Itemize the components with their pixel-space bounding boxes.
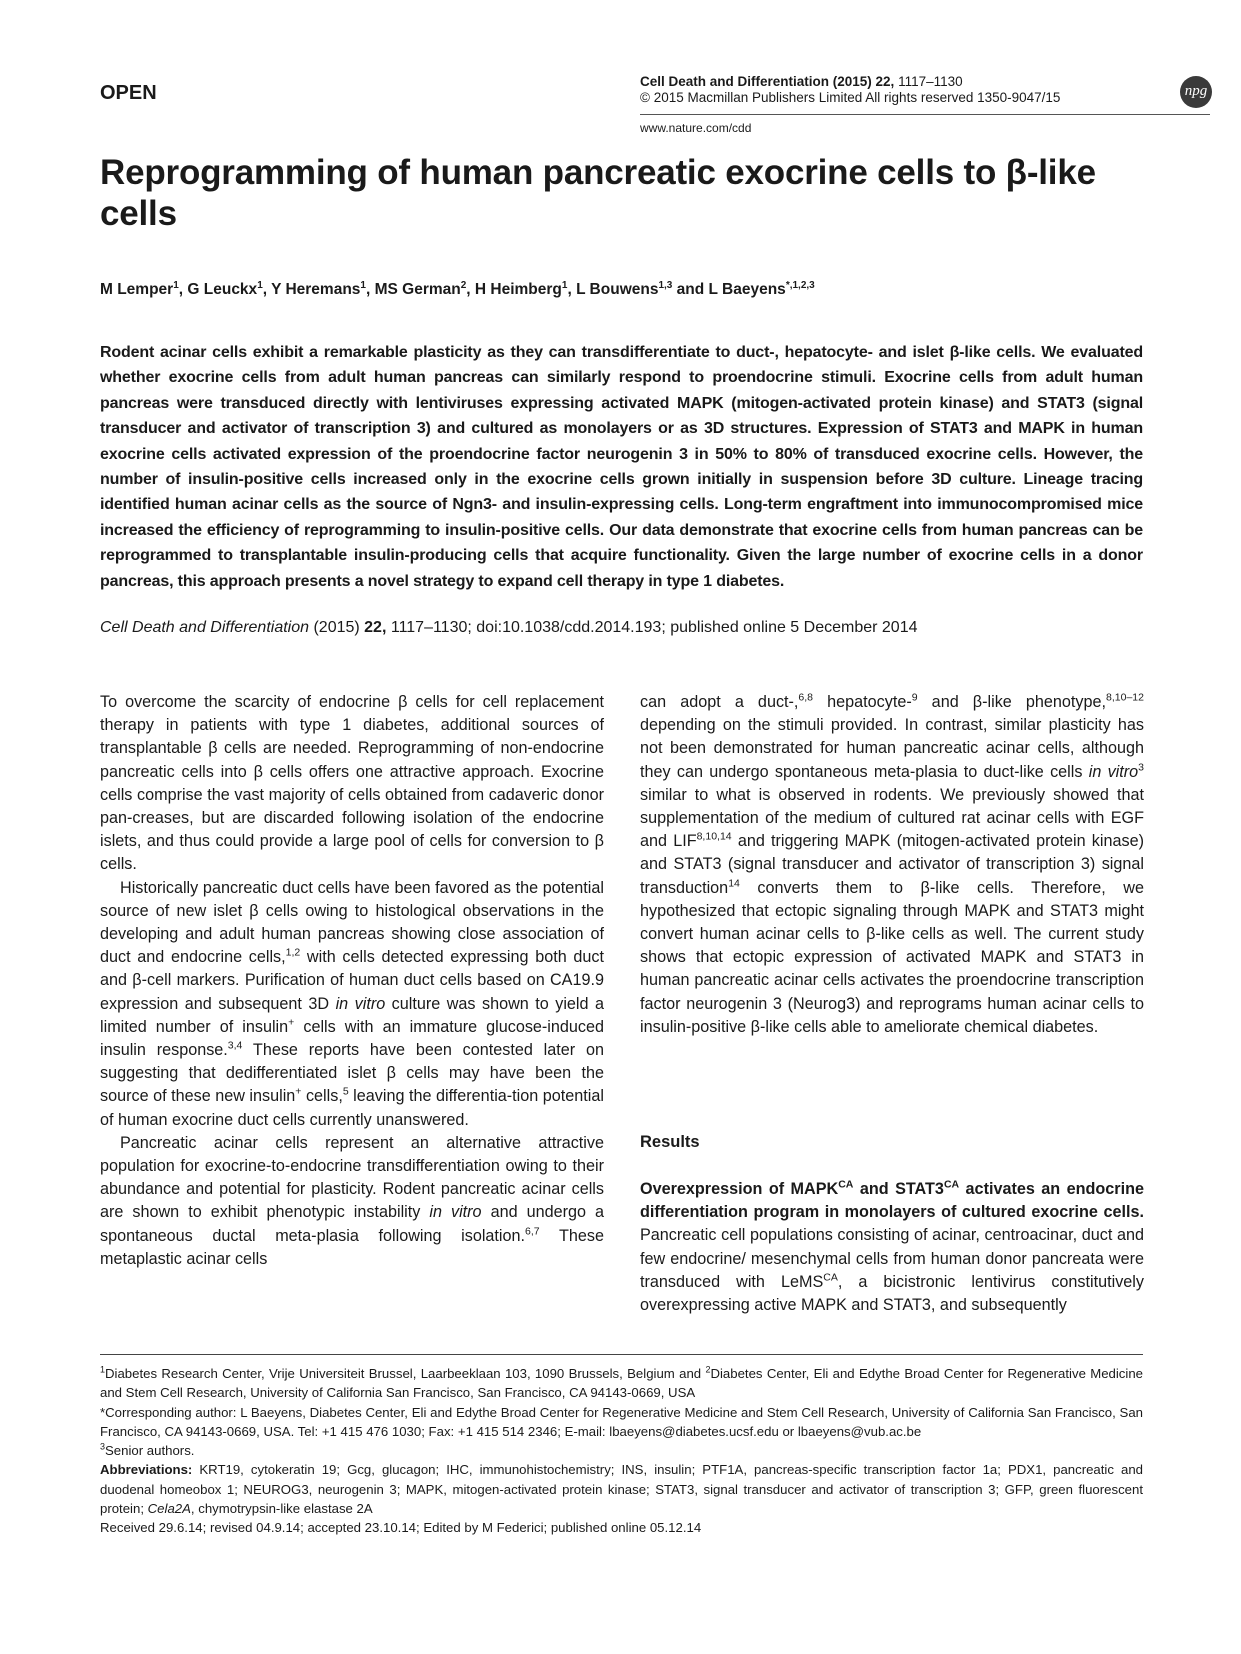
body-column-right: [640, 691, 1144, 1039]
footnotes: [100, 1364, 1143, 1538]
header-rule: [640, 114, 1210, 115]
open-access-label: OPEN: [100, 82, 157, 104]
results-paragraph: Overexpression of $MAPK^{CA}$ and $STAT3^{CA}$ activates an endocrine differentiation program in monolayers of cultured exocrine cells. Pancreatic cell populations consisting of acinar, centroacinar, duct and few endocrine/ mesenchymal cells from human donor pancreata were transduced with LeMS$^{CA}$, a bicistronic lentivirus constitutively overexpressing active MAPK and STAT3, and subsequently: [640, 1178, 1144, 1315]
paragraph: To overcome the scarcity of endocrine β cells for cell replacement therapy in patients with type 1 diabetes, additional sources of transplantable β cells are needed. Reprogramming of non-endocrine pancreatic cells into β cells offers one attractive approach. Exocrine cells comprise the vast majority of cells obtained from cadaveric donor pan-creases, but are discarded following isolation of the endocrine islets, and thus could provide a large pool of cells for conversion to β cells.: [100, 693, 604, 874]
journal-info: [640, 74, 1060, 106]
article-title: Reprogramming of human pancreatic exocrine cells to β-like cells: [100, 153, 1096, 233]
paragraph: can adopt a duct-,$^{6,8}$ hepatocyte-$^9$ and β-like phenotype,$^{8,10-12}$ depending on the stimuli provided. In contrast, similar plasticity has not been demonstrated for human pancreatic acinar cells, although they can undergo spontaneous meta-plasia to duct-like cells in vitro$^3$ similar to what is observed in rodents. We previously showed that supplementation of the medium of cultured rat acinar cells with EGF and LIF$^{8,10,14}$ and triggering MAPK (mitogen-activated protein kinase) and STAT3 (signal transducer and activator of transcription 3) signal transduction$^{14}$ converts them to β-like cells. Therefore, we hypothesized that ectopic signaling through MAPK and STAT3 might convert human acinar cells to β-like cells as well. The current study shows that ectopic expression of activated MAPK and STAT3 in human pancreatic acinar cells activates the proendocrine transcription factor neurogenin 3 (Neurog3) and reprograms human acinar cells to insulin-positive β-like cells able to ameliorate chemical diabetes.: [640, 691, 1145, 1036]
paragraph: Historically pancreatic duct cells have been favored as the potential source of new islet β cells owing to histological observations in the developing and adult human pancreas showing close association of duct and endocrine cells,$^{1,2}$ with cells detected expressing both duct and β-cell markers. Purification of human duct cells based on CA19.9 expression and subsequent 3D in vitro culture was shown to yield a limited number of insulin+ cells with an immature glucose-induced insulin response.$^{3,4}$ These reports have been contested later on suggesting that dedifferentiated islet β cells may have been the source of these new insulin+ cells,$^5$ leaving the differentia-tion potential of human exocrine duct cells currently unanswered.: [100, 878, 605, 1129]
paragraph: Pancreatic acinar cells represent an alternative attractive population for exocrine-to-endocrine transdifferentiation owing to their abundance and potential for plasticity. Rodent pancreatic acinar cells are shown to exhibit phenotypic instability in vitro and undergo a spontaneous ductal meta-plasia following isolation.$^{6,7}$ These metaplastic acinar cells: [100, 1133, 604, 1268]
footnote-rule: [100, 1354, 1143, 1355]
corresponding-author: *Corresponding author: L Baeyens, Diabetes Center, Eli and Edythe Broad Center for Regenerative Medicine and Stem Cell Research, University of California San Francisco, San Francisco, CA 94143-0669, USA. Tel: +1 415 476 1030; Fax: +1 415 514 2346; E-mail: lbaeyens@diabetes.ucsf.edu or lbaeyens@vub.ac.be: [100, 1404, 1143, 1439]
abstract: Rodent acinar cells exhibit a remarkable plasticity as they can transdifferentiate to duct-, hepatocyte- and islet β-like cells. We evaluated whether exocrine cells from adult human pancreas can similarly respond to proendocrine stimuli. Exocrine cells from adult human pancreas were transduced directly with lentiviruses expressing activated MAPK (mitogen-activated protein kinase) and STAT3 (signal transducer and activator of transcription 3) and cultured as monolayers or as 3D structures. Expression of STAT3 and MAPK in human exocrine cells activated expression of the proendocrine factor neurogenin 3 in 50% to 80% of transduced exocrine cells. However, the number of insulin-positive cells increased only in the exocrine cells grown initially in suspension before 3D culture. Lineage tracing identified human acinar cells as the source of Ngn3- and insulin-expressing cells. Long-term engraftment into immunocompromised mice increased the efficiency of reprogramming to insulin-positive cells. Our data demonstrate that exocrine cells from human pancreas can be reprogrammed to transplantable insulin-producing cells that acquire functionality. Given the large number of exocrine cells in a donor pancreas, this approach presents a novel strategy to expand cell therapy in type 1 diabetes.: [100, 344, 1143, 590]
abbreviations: Abbreviations: KRT19, cytokeratin 19; Gcg, glucagon; IHC, immunohistochemistry; INS, insulin; PTF1A, pancreas-specific transcription factor 1a; PDX1, pancreatic and duodenal homeobox 1; NEUROG3, neurogenin 3; MAPK, mitogen-activated protein kinase; STAT3, signal transducer and activator of transcription 3; GFP, green fluorescent protein; Cela2A, chymotrypsin-like elastase 2A: [100, 1462, 1143, 1517]
journal-name: Cell Death and Differentiation (2015) 22,: [640, 74, 895, 89]
results-heading: Results: [640, 1133, 700, 1151]
copyright-line: © 2015 Macmillan Publishers Limited All rights reserved 1350-9047/15: [640, 90, 1061, 105]
journal-url-link[interactable]: www.nature.com/cdd: [640, 121, 752, 135]
npg-logo-icon: npg: [1180, 76, 1212, 108]
body-column-left: [100, 691, 604, 1271]
journal-pages: 1117–1130: [894, 74, 963, 89]
author-list: M Lemper$^1$, G Leuckx$^1$, Y Heremans$^1$, MS German$^2$, H Heimberg$^1$, L Bouwens$^{1,3}$ and L Baeyens$^{*,1,2,3}$: [100, 280, 815, 299]
subsection-heading: Overexpression of $MAPK^{CA}$ and $STAT3^{CA}$ activates an endocrine differentiation program in monolayers of cultured exocrine cells.: [640, 1178, 1144, 1222]
senior-authors-note: $^3$Senior authors.: [100, 1441, 195, 1459]
received-dates: Received 29.6.14; revised 04.9.14; accepted 23.10.14; Edited by M Federici; published online 05.12.14: [100, 1520, 702, 1536]
citation-line: Cell Death and Differentiation (2015) 22, 1117–1130; doi:10.1038/cdd.2014.193; published online 5 December 2014: [100, 619, 918, 636]
affiliations: $^1$Diabetes Research Center, Vrije Universiteit Brussel, Laarbeeklaan 103, 1090 Brussels, Belgium and $^2$Diabetes Center, Eli and Edythe Broad Center for Regenerative Medicine and Stem Cell Research, University of California San Francisco, San Francisco, CA 94143-0669, USA: [100, 1364, 1144, 1401]
